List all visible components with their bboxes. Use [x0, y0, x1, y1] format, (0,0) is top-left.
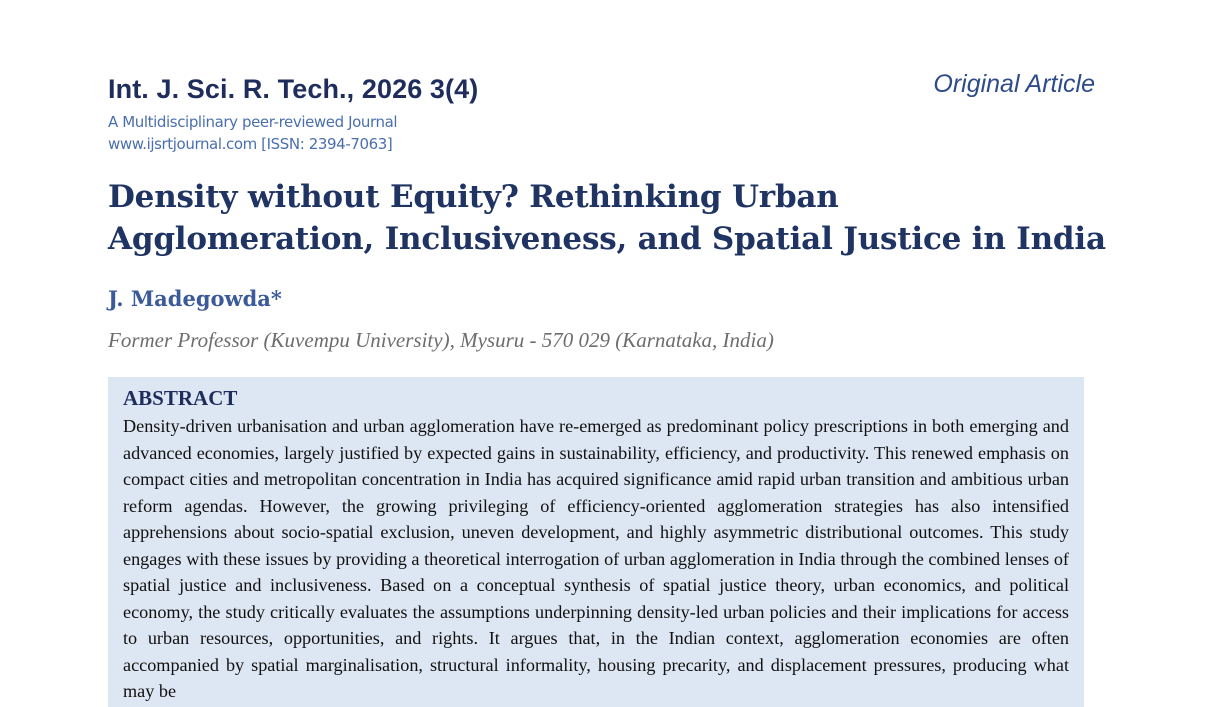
- journal-title: Int. J. Sci. R. Tech., 2026 3(4): [108, 74, 479, 104]
- journal-description: A Multidisciplinary peer-reviewed Journal: [108, 113, 398, 131]
- article-type-label: Original Article: [933, 70, 1095, 98]
- journal-website: www.ijsrtjournal.com [ISSN: 2394-7063]: [108, 135, 393, 153]
- author-affiliation: Former Professor (Kuvempu University), Mysuru - 570 029 (Karnataka, India): [108, 328, 774, 352]
- abstract-heading: ABSTRACT: [123, 386, 238, 410]
- abstract-text: Density-driven urbanisation and urban agglomeration have re-emerged as predominant policy prescriptions in both emerging and advanced economies, largely justified by expected gains in sustainability, efficiency, and productivity. This renewed emphasis on compact cities and metropolitan concentration in India has acquired significance amid rapid urban transition and ambitious urban reform agendas. However, the growing privileging of efficiency-oriented agglomeration strategies has also intensified apprehensions about socio-spatial exclusion, uneven development, and highly asymmetric distributional outcomes. This study engages with these issues by providing a theoretical interrogation of urban agglomeration in India through the combined lenses of spatial justice and inclusiveness. Based on a conceptual synthesis of spatial justice theory, urban economics, and political economy, the study critically evaluates the assumptions underpinning density-led urban policies and their implications for access to urban resources, opportunities, and rights. It argues that, in the Indian context, agglomeration economies are often accompanied by spatial marginalisation, structural informality, housing precarity, and displacement pressures, producing what may be: [123, 416, 1069, 701]
- paper-title: Density without Equity? Rethinking Urban Agglomeration, Inclusiveness, and Spatial Justice in India: [108, 179, 1106, 257]
- abstract-section: [108, 377, 1084, 707]
- author-name: J. Madegowda*: [108, 286, 282, 311]
